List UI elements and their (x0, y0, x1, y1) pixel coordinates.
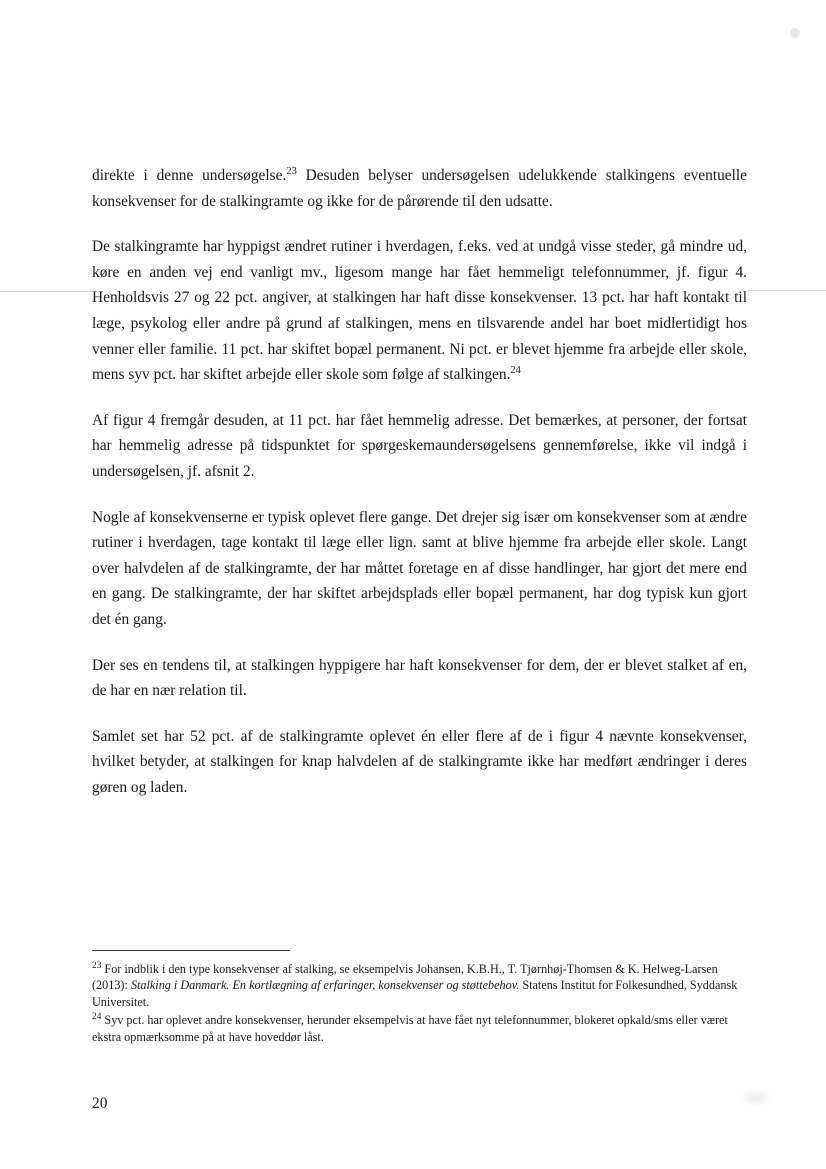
paragraph: Samlet set har 52 pct. af de stalkingramte oplevet én eller flere af de i figur 4 nævnte konsekvenser, hvilket betyder, at stalkingen for knap halvdelen af de stalkingramte ikke har medført ændringer i deres gøren og laden. (92, 727, 747, 796)
page-number: 20 (92, 1095, 108, 1112)
scan-artifact-line-right (748, 290, 826, 291)
footnote-marker: 24 (92, 1012, 102, 1023)
paragraph: Nogle af konsekvenserne er typisk oplevet flere gange. Det drejer sig især om konsekvenser som at ændre rutiner i hverdagen, tage kontakt til læge eller lign. samt at blive hjemme fra arbejde eller skole. Langt over halvdelen af de stalkingramte, der har måttet foretage en af disse handlinger, har gjort det mere end en gang. De stalkingramte, der har skiftet arbejdsplads eller bopæl permanent, har dog typisk kun gjort det én gang. (92, 508, 747, 628)
paragraph: direkte i denne undersøgelse.$^{23}$ Desuden belyser undersøgelsen udelukkende stalkingens eventuelle konsekvenser for de stalkingramte og ikke for de pårørende til den udsatte. (92, 165, 747, 210)
scan-artifact-line-left (0, 291, 92, 292)
paragraph: De stalkingramte har hyppigst ændret rutiner i hverdagen, f.eks. ved at undgå visse steder, gå mindre ud, køre en anden vej end vanligt mv., ligesom mange har fået hemmeligt telefonnummer, jf. figur 4. Henholdsvis 27 og 22 pct. angiver, at stalkingen har haft disse konsekvenser. 13 pct. har haft kontakt til læge, psykolog eller andre på grund af stalkingen, mens en tilsvarende andel har boet midlertidigt hos venner eller familie. 11 pct. har skiftet bopæl permanent. Ni pct. er blevet hjemme fra arbejde eller skole, mens syv pct. har skiftet arbejde eller skole som følge af stalkingen.$^{24}$ (92, 238, 747, 384)
paragraph: Af figur 4 fremgår desuden, at 11 pct. har fået hemmelig adresse. Det bemærkes, at personer, der fortsat har hemmelig adresse på tidspunktet for spørgeskemaundersøgelsens gennemførelse, ikke vil indgå i undersøgelsen, jf. afsnit 2. (92, 411, 747, 480)
scan-artifact-corner (790, 28, 800, 38)
scan-artifact-bottom (738, 1089, 774, 1107)
paragraph: Der ses en tendens til, at stalkingen hyppigere har haft konsekvenser for dem, der er blevet stalket af en, de har en nær relation til. (92, 656, 747, 700)
footnote-area (92, 950, 747, 1047)
footnote: $^{23}$ For indblik i den type konsekvenser af stalking, se eksempelvis Johansen, K.B.H., T. Tjørnhøj-Thomsen & K. Helweg-Larsen (2013): Stalking i Danmark. En kortlægning af erfaringer, konsekvenser og støttebehov. Statens Institut for Folkesundhed, Syddansk Universitet. (92, 960, 738, 1009)
footnote-reference: 23 (286, 165, 297, 177)
footnote-reference: 24 (510, 365, 521, 377)
footnote: $^{24}$ Syv pct. har oplevet andre konsekvenser, herunder eksempelvis at have fået nyt telefonnummer, blokeret opkald/sms eller været ekstra opmærksomme på at have hoveddør låst. (92, 1012, 728, 1044)
footnote-separator (92, 950, 290, 951)
footnote-marker: 23 (92, 960, 102, 971)
italic-title: Stalking i Danmark. En kortlægning af erfaringer, konsekvenser og støttebehov. (130, 978, 520, 993)
body-text (92, 163, 747, 800)
